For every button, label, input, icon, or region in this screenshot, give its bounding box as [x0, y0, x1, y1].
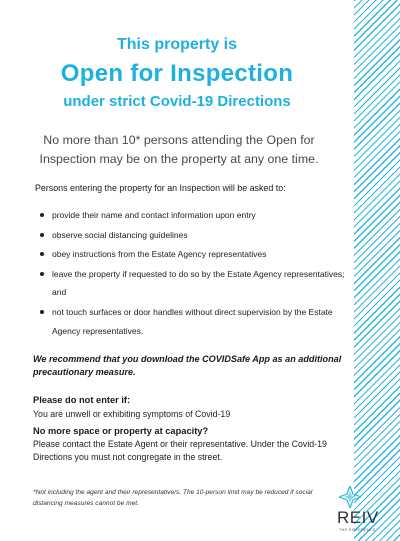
- reiv-logo: [333, 486, 395, 536]
- capacity-body: Please contact the Estate Agent or their representative. Under the Covid-19 Directions you must not congregate in the street.: [33, 439, 327, 462]
- reiv-star-icon: [339, 486, 361, 508]
- requirements-intro: Persons entering the property for an Inspection will be asked to:: [35, 183, 286, 193]
- logo-tagline: THE DIFFERENCE: [339, 528, 376, 532]
- capacity-lead-text: No more than 10* persons attending the Open for Inspection may be on the property at any one time.: [39, 133, 319, 166]
- footnote: *Not including the agent and their representative/s. The 10-person limit may be reduced if social distancing measures cannot be met.: [33, 489, 313, 507]
- do-not-enter-body: You are unwell or exhibiting symptoms of Covid-19: [33, 409, 231, 419]
- list-item: not touch surfaces or door handles without direct supervision by the Estate Agency representatives.: [35, 303, 347, 340]
- decorative-stripes: [354, 0, 400, 541]
- do-not-enter-title: Please do not enter if:: [33, 395, 131, 405]
- list-item: obey instructions from the Estate Agency representatives: [35, 245, 347, 264]
- logo-wordmark: REIV: [337, 508, 379, 527]
- list-item: observe social distancing guidelines: [35, 226, 347, 245]
- capacity-title: No more space or property at capacity?: [33, 426, 209, 436]
- heading-line-1: This property is: [116, 36, 238, 53]
- heading-subtitle: under strict Covid-19 Directions: [63, 93, 291, 110]
- covidsafe-recommendation: We recommend that you download the COVIDSafe App as an additional precautionary measure.: [33, 354, 342, 377]
- list-item: provide their name and contact information upon entry: [35, 206, 347, 225]
- list-item: leave the property if requested to do so by the Estate Agency representatives; and: [35, 265, 347, 302]
- requirements-list: [35, 206, 347, 341]
- heading-main-title: Open for Inspection: [60, 60, 294, 87]
